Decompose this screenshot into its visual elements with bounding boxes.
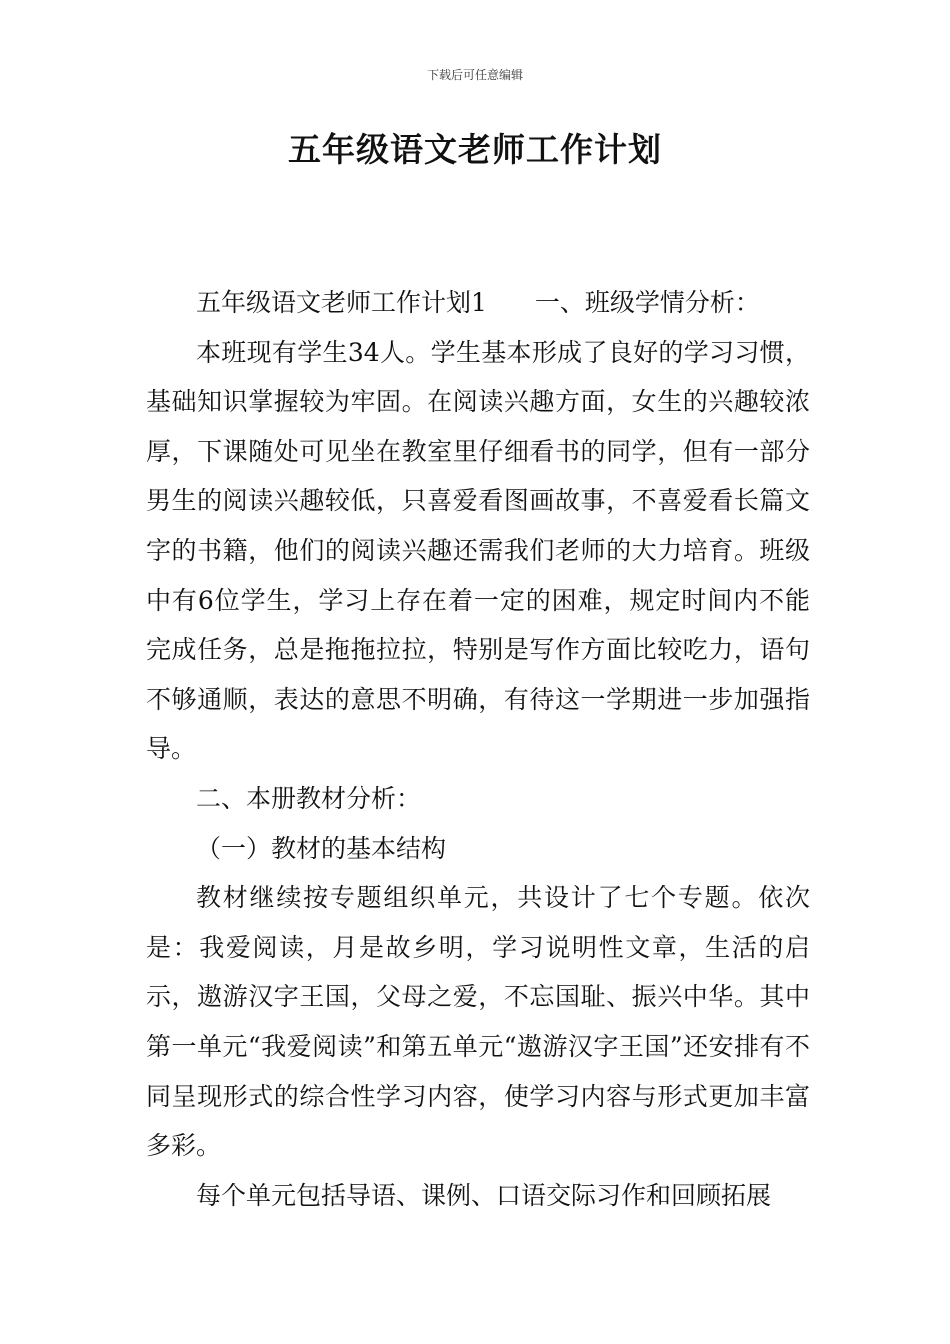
paragraph-units: 每个单元包括导语、课例、口语交际习作和回顾拓展 [196, 1180, 772, 1210]
document-title: 五年级语文老师工作计划 [288, 130, 662, 169]
page-header-note: 下载后可任意编辑 [426, 68, 523, 82]
plan-label: 五年级语文老师工作计划1 [196, 288, 487, 317]
part-one-heading: 一、班级学情分析： [534, 288, 760, 317]
part-two-heading: 二、本册教材分析： [196, 783, 422, 813]
paragraph-structure: 教材继续按专题组织单元，共设计了七个专题。依次是：我爱阅读，月是故乡明，学习说明性文章，生活的启示，遨游汉字王国，父母之爱，不忘国耻、振兴中华。其中第一单元“我爱阅读”和第五单元“遨游汉字王国”还安排有不同呈现形式的综合性学习内容，使学习内容与形式更加丰富多彩。 [146, 883, 810, 1161]
sub-heading-structure: （一）教材的基本结构 [196, 833, 447, 863]
document-body [146, 278, 810, 1220]
section-heading-line [146, 278, 810, 328]
paragraph-class-situation: 本班现有学生34人。学生基本形成了良好的学习习惯，基础知识掌握较为牢固。在阅读兴趣方面，女生的兴趣较浓厚，下课随处可见坐在教室里仔细看书的同学，但有一部分男生的阅读兴趣较低，只喜爱看图画故事，不喜爱看长篇文字的书籍，他们的阅读兴趣还需我们老师的大力培育。班级中有6位学生，学习上存在着一定的困难，规定时间内不能完成任务，总是拖拖拉拉，特别是写作方面比较吃力，语句不够通顺，表达的意思不明确，有待这一学期进一步加强指导。 [146, 337, 810, 764]
